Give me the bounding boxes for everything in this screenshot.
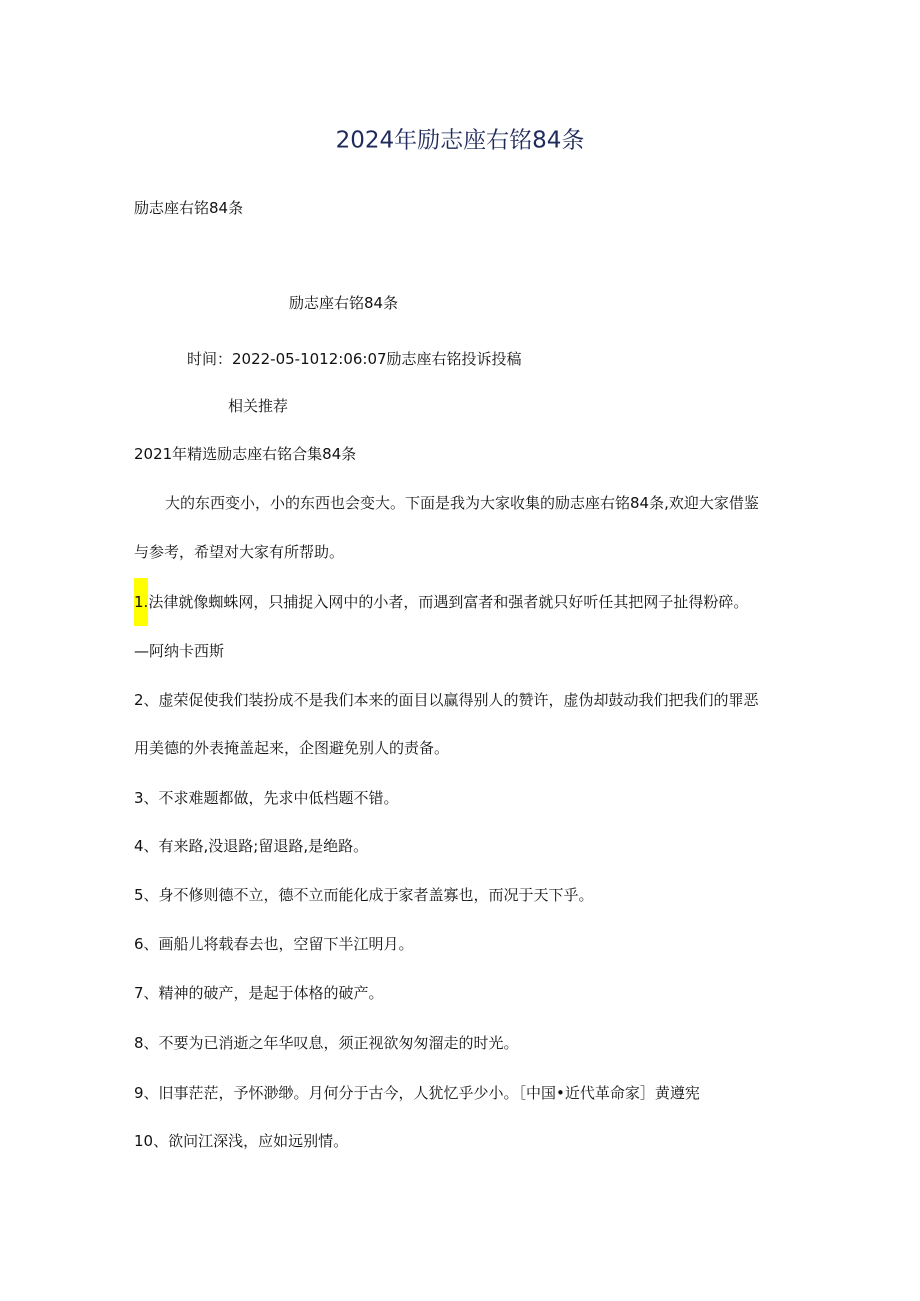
highlighted-number: 1.	[134, 578, 148, 626]
item-4: 4、有来路,没退路;留退路,是绝路。	[134, 837, 369, 855]
item-9: 9、旧事茫茫，予怀渺缈。月何分于古今，人犹忆乎少小。［中国•近代革命家］黄遵宪	[134, 1084, 700, 1102]
item-8: 8、不要为已消逝之年华叹息，须正视欲匆匆溜走的时光。	[134, 1034, 519, 1052]
intro-line-1: 大的东西变小，小的东西也会变大。下面是我为大家收集的励志座右铭84条,欢迎大家借鉴	[165, 494, 759, 512]
collection-title: 2021年精选励志座右铭合集84条	[134, 445, 357, 463]
subtitle: 励志座右铭84条	[134, 199, 244, 217]
center-heading: 励志座右铭84条	[289, 294, 399, 312]
related-heading: 相关推荐	[228, 397, 289, 415]
item-1-attribution: —阿纳卡西斯	[134, 642, 225, 660]
item-2-line-1: 2、虚荣促使我们装扮成不是我们本来的面目以赢得别人的赞许，虚伪却鼓动我们把我们的罪恶	[134, 691, 759, 709]
item-7: 7、精神的破产，是起于体格的破产。	[134, 984, 384, 1002]
item-5: 5、身不修则德不立，德不立而能化成于家者盖寡也，而况于天下乎。	[134, 886, 594, 904]
item-6: 6、画船儿将载春去也，空留下半江明月。	[134, 935, 414, 953]
item-3: 3、不求难题都做，先求中低档题不错。	[134, 789, 399, 807]
item-1-text: 法律就像蜘蛛网，只捕捉入网中的小者，而遇到富者和强者就只好听任其把网子扯得粉碎。	[148, 593, 749, 611]
document-title: 2024年励志座右铭84条	[335, 127, 585, 154]
item-2-line-2: 用美德的外表掩盖起来，企图避免别人的责备。	[134, 739, 450, 757]
item-10: 10、欲问江深浅，应如远别情。	[134, 1132, 349, 1150]
item-1	[134, 592, 748, 612]
meta-line: 时间：2022-05-1012:06:07励志座右铭投诉投稿	[187, 350, 522, 368]
intro-line-2: 与参考，希望对大家有所帮助。	[134, 543, 345, 561]
